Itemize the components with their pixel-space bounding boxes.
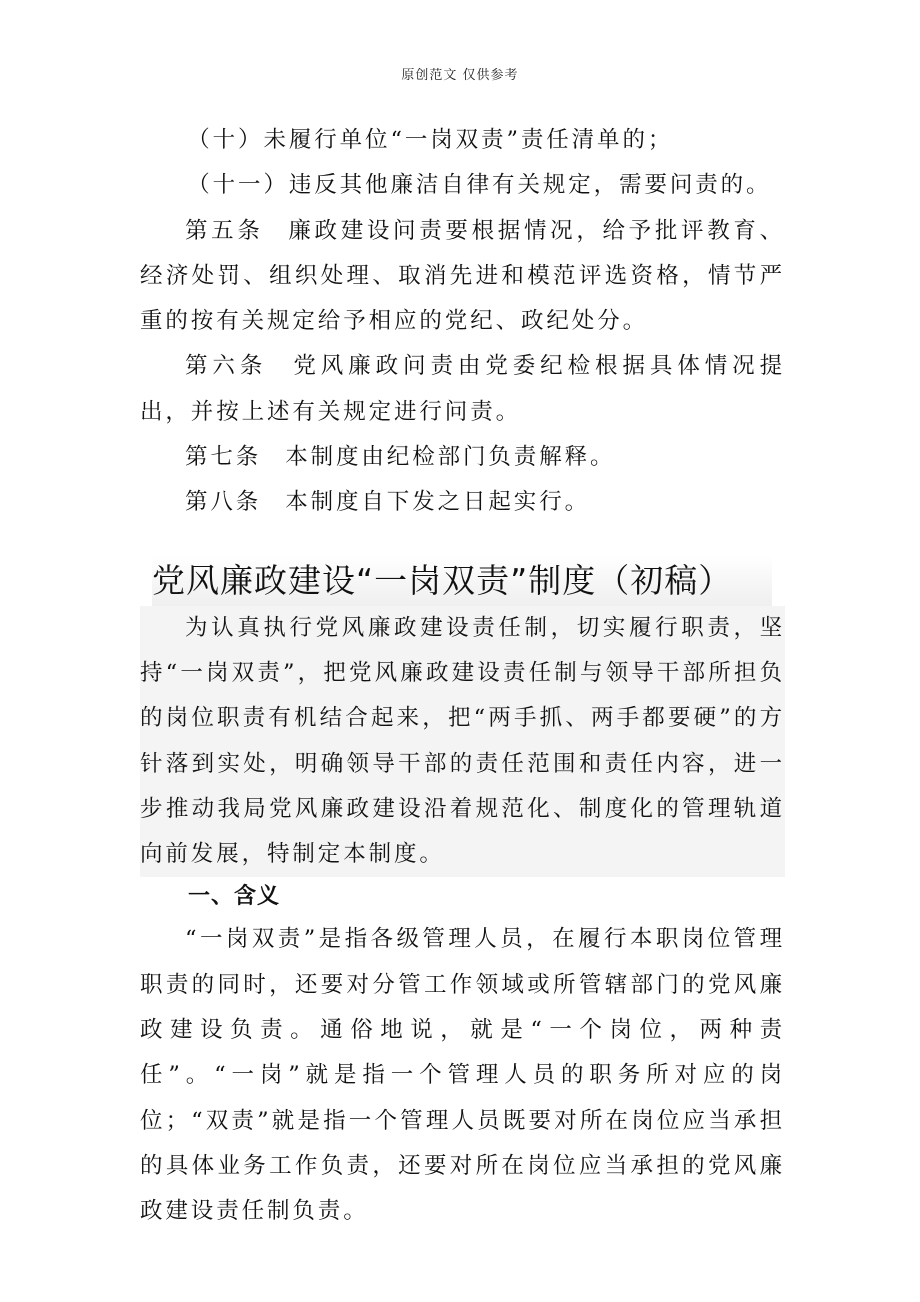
document-body — [140, 118, 785, 1235]
clause-item-11: （十一）违反其他廉洁自律有关规定，需要问责的。 — [187, 172, 772, 199]
article-6-text: 党风廉政问责由党委纪检根据具体情况提出，并按上述有关规定进行问责。 — [140, 353, 786, 425]
clause-item-10: （十）未履行单位“一岗双责”责任清单的； — [187, 127, 674, 153]
article-7 — [140, 435, 785, 480]
page-header: 原创范文 仅供参考 — [401, 68, 519, 83]
article-6-label: 第六条 — [185, 353, 268, 380]
section-heading-meaning: 一、含义 — [188, 884, 281, 910]
article-5-label: 第五条 — [185, 217, 264, 244]
meaning-paragraph: “一岗双责”是指各级管理人员，在履行本职岗位管理职责的同时，还要对分管工作领域或所管辖部门的党风廉政建设负责。通俗地说，就是“一个岗位，两种责任”。“一岗”就是指一个管理人员的职务所对应的岗位；“双责”就是指一个管理人员既要对所在岗位应当承担的具体业务工作负责，还要对所在岗位应当承担的党风廉政建设责任制负责。 — [140, 926, 785, 1225]
article-8-label: 第八条 — [185, 489, 262, 516]
article-5 — [140, 209, 785, 345]
document-title: 党风廉政建设“一岗双责”制度（初稿） — [152, 556, 772, 606]
article-6 — [140, 344, 785, 435]
intro-paragraph: 为认真执行党风廉政建设责任制，切实履行职责，坚持“一岗双责”，把党风廉政建设责任制与领导干部所担负的岗位职责有机结合起来，把“两手抓、两手都要硬”的方针落到实处，明确领导干部的责任范围和责任内容，进一步推动我局党风廉政建设沿着规范化、制度化的管理轨道向前发展，特制定本制度。 — [140, 606, 785, 878]
article-5-text: 廉政建设问责要根据情况，给予批评教育、经济处罚、组织处理、取消先进和模范评选资格，情节严重的按有关规定给予相应的党纪、政纪处分。 — [140, 217, 785, 335]
article-7-label: 第七条 — [185, 444, 262, 471]
article-8-text: 本制度自下发之日起实行。 — [285, 489, 591, 516]
article-7-text: 本制度由纪检部门负责解释。 — [285, 444, 616, 471]
article-8 — [140, 480, 785, 525]
